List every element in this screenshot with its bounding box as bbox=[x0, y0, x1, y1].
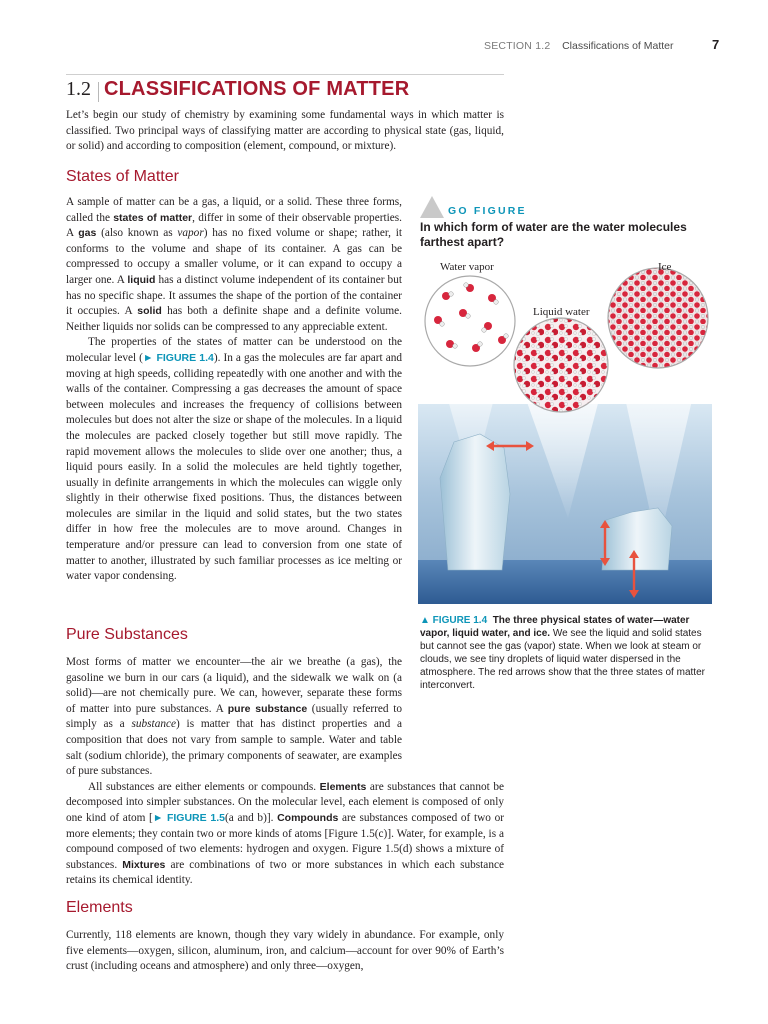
liquid-water-circle bbox=[514, 318, 608, 412]
states-heading: States of Matter bbox=[66, 168, 179, 185]
term-elements: Elements bbox=[319, 780, 367, 793]
running-header bbox=[484, 40, 674, 52]
intro-paragraph bbox=[66, 108, 504, 155]
pure-substances-heading: Pure Substances bbox=[66, 626, 188, 643]
header-rule bbox=[66, 74, 504, 75]
caption-body: We see the liquid and solid states but cannot see the gas (vapor) state. When we look at steam or clouds, we see tiny droplets of liquid water dispersed in the atmosphere. The red arrows show that the three states of matter interconvert. bbox=[420, 628, 705, 691]
text-run: , differ in some of their observable properties. A bbox=[66, 211, 402, 240]
text-run: (usually referred to simply as a bbox=[66, 702, 402, 731]
section-label: SECTION 1.2 bbox=[484, 40, 551, 52]
text-run: has a distinct volume independent of its container but has no specific shape. It assumes the shape of the portion of the container it occupies. A bbox=[66, 273, 402, 318]
iceberg-left bbox=[440, 434, 510, 570]
text-run: (also known as bbox=[96, 227, 178, 240]
text-run: are combinations of two or more substances in which each substance retains its chemical identity. bbox=[66, 858, 504, 887]
states-body bbox=[66, 195, 402, 585]
text-run: are substances composed of two or more elements; they contain two or more kinds of atoms [Figure 1.5(c)]. Water, for example, is a compound composed of two elements: hydrogen and oxygen. Figure 1.5(d) shows a mixture of substances. bbox=[66, 811, 504, 871]
section-title: CLASSIFICATIONS OF MATTER bbox=[104, 78, 410, 100]
pure-paragraph-2 bbox=[66, 780, 504, 889]
figure-1-5-link[interactable]: ► FIGURE 1.5 bbox=[152, 811, 225, 824]
states-paragraph-1 bbox=[66, 195, 402, 335]
elements-body bbox=[66, 928, 504, 975]
water-vapor-circle bbox=[425, 276, 515, 366]
pure-paragraph-1 bbox=[66, 655, 402, 780]
label-water-vapor: Water vapor bbox=[440, 261, 494, 273]
term-states-of-matter: states of matter bbox=[113, 211, 193, 224]
term-compounds: Compounds bbox=[277, 811, 339, 824]
label-liquid-water: Liquid water bbox=[533, 306, 590, 318]
term-mixtures: Mixtures bbox=[122, 858, 166, 871]
text-run: All substances are either elements or compounds. bbox=[88, 780, 320, 793]
elements-heading: Elements bbox=[66, 899, 133, 916]
ice-circle bbox=[608, 268, 708, 368]
intro-text: Let’s begin our study of chemistry by examining some fundamental ways in which matter is classified. Two principal ways of classifying matter are according to physical state (gas, liquid, or solid) and according to composition (element, compound, or mixture). bbox=[66, 109, 504, 153]
section-number: 1.2 bbox=[66, 78, 91, 100]
text-run: A sample of matter can be a gas, a liquid, or a solid. These three forms, called the bbox=[66, 196, 402, 224]
italic-vapor: vapor bbox=[177, 227, 204, 240]
go-figure-question: In which form of water are the water molecules farthest apart? bbox=[420, 220, 687, 249]
go-figure-label: GO FIGURE bbox=[448, 205, 527, 217]
section-name: Classifications of Matter bbox=[562, 40, 674, 52]
label-ice: Ice bbox=[658, 261, 672, 273]
text-run: ). In a gas the molecules are far apart and moving at high speeds, colliding repeatedly with one another and with the walls of the container. Compressing a gas decreases the amount of space between molecules and increases the frequency of collisions between molecules but does not alter the size or shape of the molecules. In a liquid the molecules are packed closely together but still move rapidly. The rapid movement allows the molecules to slide over one another; thus, a liquid pours easily. In a solid the molecules are held tightly together, usually in definite arrangements in which the molecules can wiggle only slightly in their otherwise fixed positions. Thus, the distances between molecules are similar in the liquid and solid states, but the two states differ in how free the molecules are to move around. Changes in temperature and/or pressure can lead to conversion from one state of matter to another, illustrated by such familiar processes as ice melting or water vapor condensing. bbox=[66, 351, 403, 583]
elements-paragraph-1: Currently, 118 elements are known, though they vary widely in abundance. For example, only five elements—oxygen, silicon, aluminum, iron, and calcium—account for over 90% of Earth’s crust (including oceans and atmosphere) and only three—oxygen, bbox=[66, 929, 504, 973]
title-divider bbox=[98, 82, 99, 102]
caption-figure-ref: ▲ FIGURE 1.4 bbox=[420, 615, 488, 626]
figure-1-4-link[interactable]: ► FIGURE 1.4 bbox=[142, 351, 214, 364]
caption-title: The three physical states of water—water vapor, liquid water, and ice. bbox=[420, 615, 690, 639]
text-run: (a and b)]. bbox=[225, 811, 278, 824]
text-run: The properties of the states of matter can be understood on the molecular level ( bbox=[66, 336, 402, 364]
text-run: has both a definite shape and a definite volume. Neither liquids nor solids can be compressed to any appreciable extent. bbox=[66, 305, 402, 333]
go-figure-triangle-icon bbox=[420, 196, 444, 218]
states-paragraph-2 bbox=[66, 335, 402, 585]
pure-substances-body bbox=[66, 655, 504, 889]
text-run: Most forms of matter we encounter—the air we breathe (a gas), the gasoline we burn in our cars (a liquid), and the sidewalk we walk on (a solid)—are not chemically pure. We can, however, separate these forms of matter into pure substances. A bbox=[66, 656, 402, 715]
term-pure-substance: pure substance bbox=[227, 702, 308, 715]
term-gas: gas bbox=[78, 227, 97, 240]
text-run: ) is matter that has distinct properties and a composition that does not vary from sample to sample. Water and table salt (sodium chloride), the primary components of seawater, are examples of pure substances. bbox=[66, 718, 402, 778]
term-solid: solid bbox=[137, 305, 162, 318]
term-liquid: liquid bbox=[127, 273, 156, 286]
text-run: are substances that cannot be decomposed into simpler substances. On the molecular level, each element is composed of only one kind of atom [ bbox=[66, 780, 504, 824]
page-number: 7 bbox=[712, 37, 720, 52]
text-run: ) has no fixed volume or shape; rather, it conforms to the volume and shape of its container. A gas can be compressed to occupy a smaller volume, or it can expand to occupy a larger one. A bbox=[66, 227, 402, 286]
italic-substance: substance bbox=[131, 718, 177, 731]
